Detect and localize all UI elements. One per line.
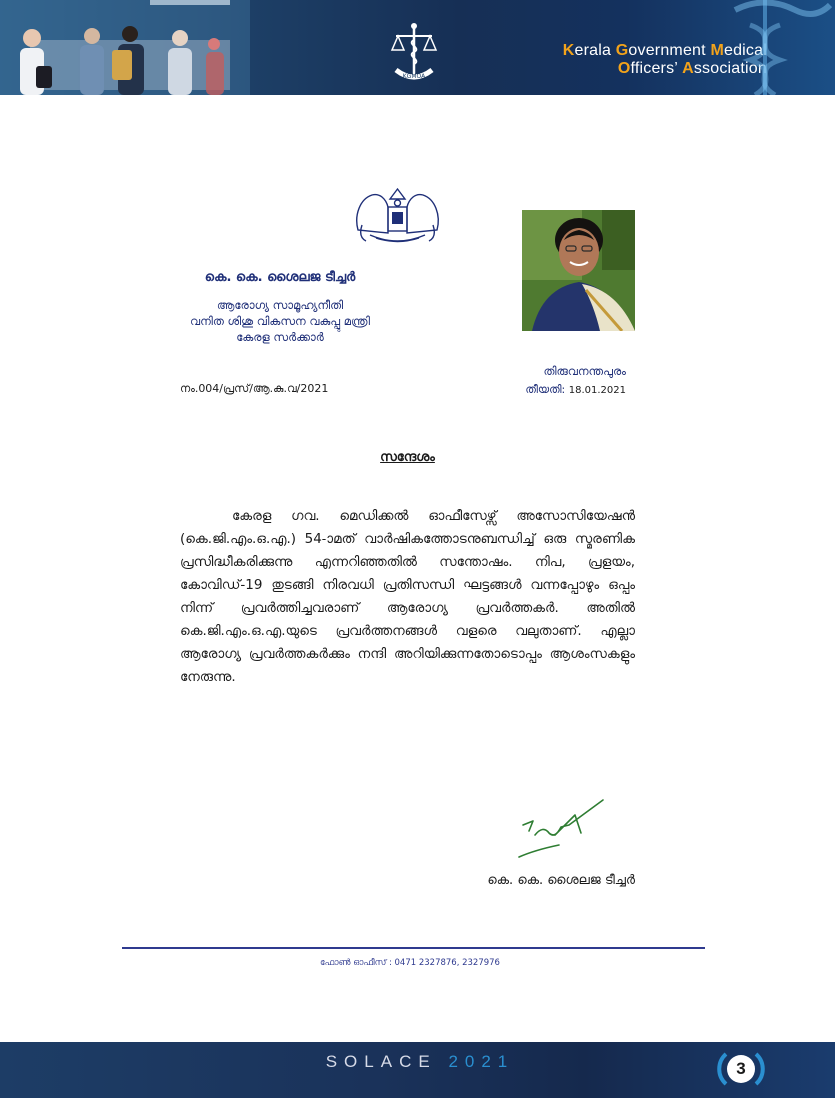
place: തിരുവനന്തപുരം — [543, 364, 626, 378]
svg-text:KGMOA: KGMOA — [402, 73, 426, 80]
designation-line: കേരള സർക്കാർ — [236, 330, 324, 344]
date-label: തീയതി: — [525, 383, 566, 396]
designation-line: ആരോഗ്യ സാമൂഹ്യനീതി — [216, 298, 344, 312]
phone-number: ഫോൺ ഓഫീസ് : 0471 2327876, 2327976 — [320, 958, 500, 968]
message-title: സന്ദേശം — [380, 450, 435, 465]
date-line — [470, 383, 626, 397]
people-illustration — [0, 0, 250, 95]
signature — [515, 795, 610, 865]
kerala-government-emblem — [350, 185, 445, 245]
caduceus-watermark — [695, 0, 835, 95]
signatory-name: കെ. കെ. ശൈലജ ടീച്ചർ — [487, 873, 635, 888]
message-body: കേരള ഗവ. മെഡിക്കൽ ഓഫീസേഴ്സ് അസോസിയേഷൻ (കെ.ജി.എം.ഒ.എ.) 54-ാമത് വാർഷികത്തോടനുബന്ധിച്ച് ഒരു സ്മരണിക പ്രസിദ്ധീകരിക്കുന്നു എന്നറിഞ്ഞതിൽ സന്തോഷം. നിപ, പ്രളയം, കോവിഡ്-19 തുടങ്ങി നിരവധി പ്രതിസന്ധി ഘട്ടങ്ങൾ വന്നപ്പോഴും ഒപ്പം നിന്ന് പ്രവർത്തിച്ചവരാണ് ആരോഗ്യ പ്രവർത്തകർ. അതിൽ കെ.ജി.എം.ഒ.എ.യുടെ പ്രവർത്തനങ്ങൾ വളരെ വലുതാണ്. എല്ലാ ആരോഗ്യ പ്രവർത്തകർക്കും നന്ദി അറിയിക്കുന്നതോടൊപ്പം ആശംസകളും നേരുന്നു. — [180, 508, 635, 685]
header-banner — [0, 0, 835, 95]
footer-divider — [122, 947, 705, 949]
minister-name: കെ. കെ. ശൈലജ ടീച്ചർ — [204, 270, 356, 285]
footer-brand: SOLACE 2021 — [325, 1052, 515, 1071]
footer-band — [0, 1042, 835, 1098]
organization-name: Kerala Government Medical Officers’ Association — [562, 42, 767, 77]
kgmoa-logo — [386, 20, 442, 88]
minister-designation — [120, 297, 440, 345]
minister-photo — [522, 210, 635, 331]
designation-line: വനിത ശിശു വികസന വകുപ്പു മന്ത്രി — [190, 314, 370, 328]
reference-number: നം.004/പ്രസ്/ആ.കു.വ/2021 — [180, 382, 329, 395]
page-number-badge — [716, 1044, 766, 1094]
page-number: 3 — [736, 1059, 746, 1078]
date-value: 18.01.2021 — [568, 385, 626, 396]
